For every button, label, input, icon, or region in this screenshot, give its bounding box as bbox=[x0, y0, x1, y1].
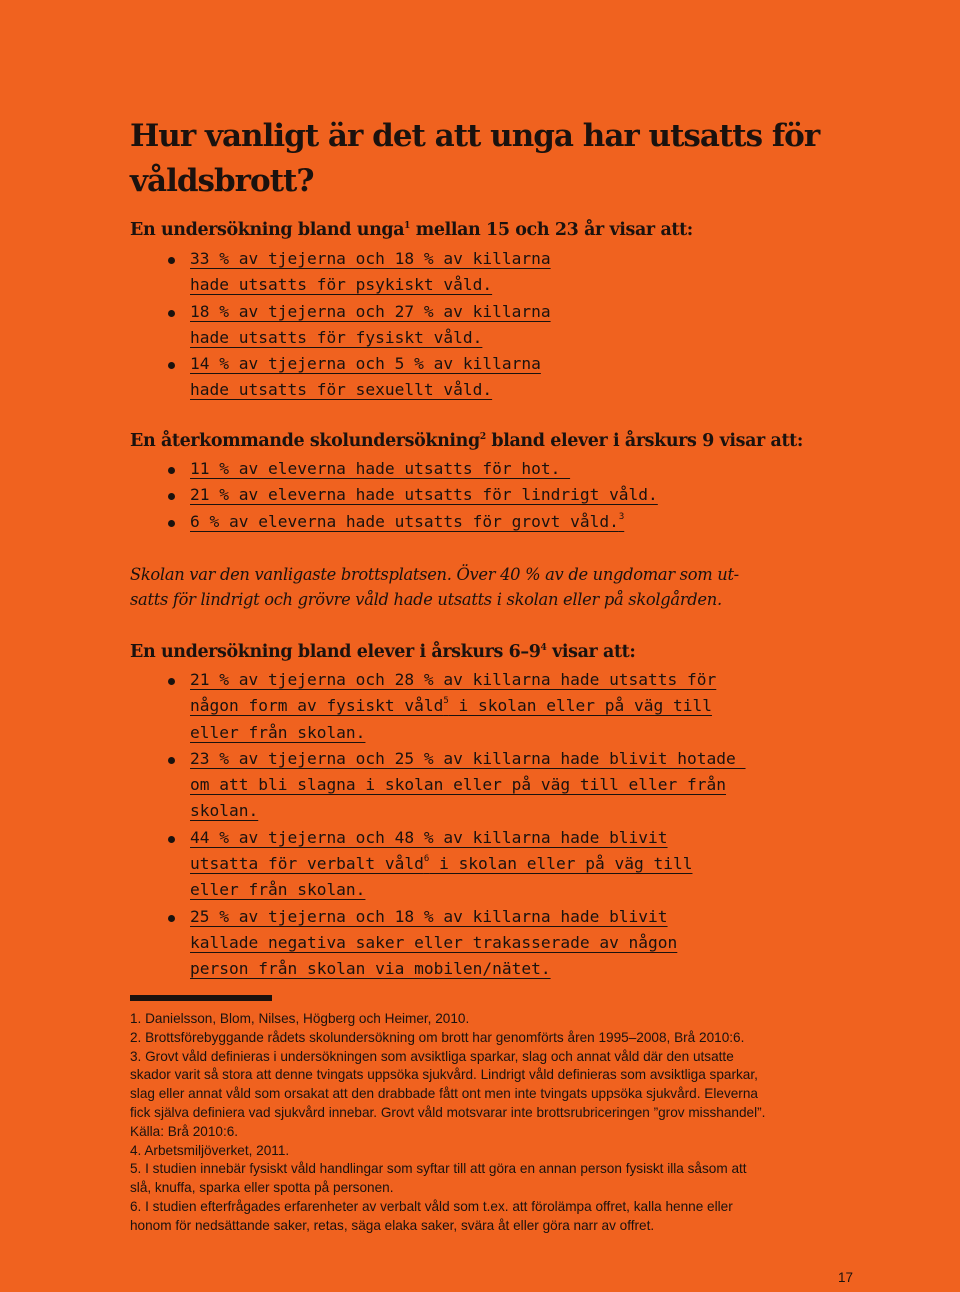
list-item: 14 % av tjejerna och 5 % av killarna hade utsatts för sexuellt våld. bbox=[130, 351, 551, 404]
footnote-ref-1: 1 bbox=[404, 221, 411, 231]
footnote-line: 2. Brottsförebyggande rådets skolundersökning om brott har genomförts åren 1995–2008, Brå 2010:6. bbox=[130, 1029, 745, 1045]
footnote-line: 4. Arbetsmiljöverket, 2011. bbox=[130, 1142, 290, 1158]
footnote-line: honom för nedsättande saker, retas, säga elaka saker, svära åt eller göra narr av offret. bbox=[130, 1217, 655, 1233]
footnote-line: slag eller annat våld som orsakat att den drabbade fått ont men inte tvingats uppsöka sjukvård. Eleverna bbox=[130, 1086, 758, 1102]
footnotes bbox=[130, 1010, 840, 1236]
footnote-ref-6: 6 bbox=[423, 854, 430, 865]
section1-lead: En undersökning bland unga$^1$ mellan 15 och 23 år visar att: bbox=[130, 220, 693, 240]
page-title: Hur vanligt är det att unga har utsatts för våldsbrott? bbox=[130, 118, 820, 199]
footnote-line: slå, knuffa, sparka eller spotta på personen. bbox=[130, 1180, 394, 1196]
footnote-ref-2: 2 bbox=[479, 432, 486, 442]
list-item: 23 % av tjejerna och 25 % av killarna hade blivit hotade om att bli slagna i skolan eller på väg till eller från skolan. bbox=[130, 746, 746, 825]
footnote-line: 3. Grovt våld definieras i undersökningen som avsiktliga sparkar, slag och annat våld där den utsatte bbox=[130, 1048, 734, 1064]
section2-list bbox=[130, 456, 658, 535]
footnote-divider bbox=[130, 995, 272, 1001]
list-item: 33 % av tjejerna och 18 % av killarna hade utsatts för psykiskt våld. bbox=[130, 246, 551, 299]
section1-list bbox=[130, 246, 551, 404]
footnote-line: Källa: Brå 2010:6. bbox=[130, 1123, 239, 1139]
footnote-line: 5. I studien innebär fysiskt våld handlingar som syftar till att göra en annan person fysiskt illa såsom att bbox=[130, 1161, 747, 1177]
footnote-line: skador varit så stora att denne tvingats uppsöka sjukvård. Lindrigt våld definieras som avsiktliga sparkar, bbox=[130, 1067, 758, 1083]
list-item: 21 % av tjejerna och 28 % av killarna hade utsatts för någon form av fysiskt våld$^5$ i skolan eller på väg till eller från skolan. bbox=[130, 667, 746, 746]
list-item: 18 % av tjejerna och 27 % av killarna hade utsatts för fysiskt våld. bbox=[130, 299, 551, 352]
page-number: 17 bbox=[838, 1270, 854, 1285]
list-item: 44 % av tjejerna och 48 % av killarna hade blivit utsatta för verbalt våld$^6$ i skolan eller på väg till eller från skolan. bbox=[130, 825, 746, 904]
section3-list bbox=[130, 667, 746, 983]
list-item: 21 % av eleverna hade utsatts för lindrigt våld. bbox=[130, 482, 658, 508]
list-item: 25 % av tjejerna och 18 % av killarna hade blivit kallade negativa saker eller trakasserade av någon person från skolan via mobilen/nätet. bbox=[130, 904, 746, 983]
footnote-line: fick själva definiera vad sjukvård innebar. Grovt våld motsvarar inte brottsrubriceringen ”grov misshandel”. bbox=[130, 1104, 766, 1120]
italic-note: Skolan var den vanligaste brottsplatsen. Över 40 % av de ungdomar som ut- satts för lindrigt och grövre våld hade utsatts i skolan eller på skolgården. bbox=[130, 565, 739, 609]
section2-lead: En återkommande skolundersökning$^2$ bland elever i årskurs 9 visar att: bbox=[130, 431, 803, 451]
list-item: 6 % av eleverna hade utsatts för grovt våld.$^3$ bbox=[130, 509, 658, 535]
footnote-line: 1. Danielsson, Blom, Nilses, Högberg och Heimer, 2010. bbox=[130, 1011, 470, 1026]
footnote-line: 6. I studien efterfrågades erfarenheter av verbalt våld som t.ex. att förolämpa offret, kalla henne eller bbox=[130, 1198, 733, 1214]
footnote-ref-4: 4 bbox=[540, 643, 547, 653]
footnote-ref-5: 5 bbox=[443, 696, 449, 707]
section3-lead: En undersökning bland elever i årskurs $6-9^4$ visar att: bbox=[130, 642, 636, 662]
footnote-ref-3: 3 bbox=[618, 511, 625, 522]
list-item: 11 % av eleverna hade utsatts för hot. bbox=[130, 456, 658, 482]
